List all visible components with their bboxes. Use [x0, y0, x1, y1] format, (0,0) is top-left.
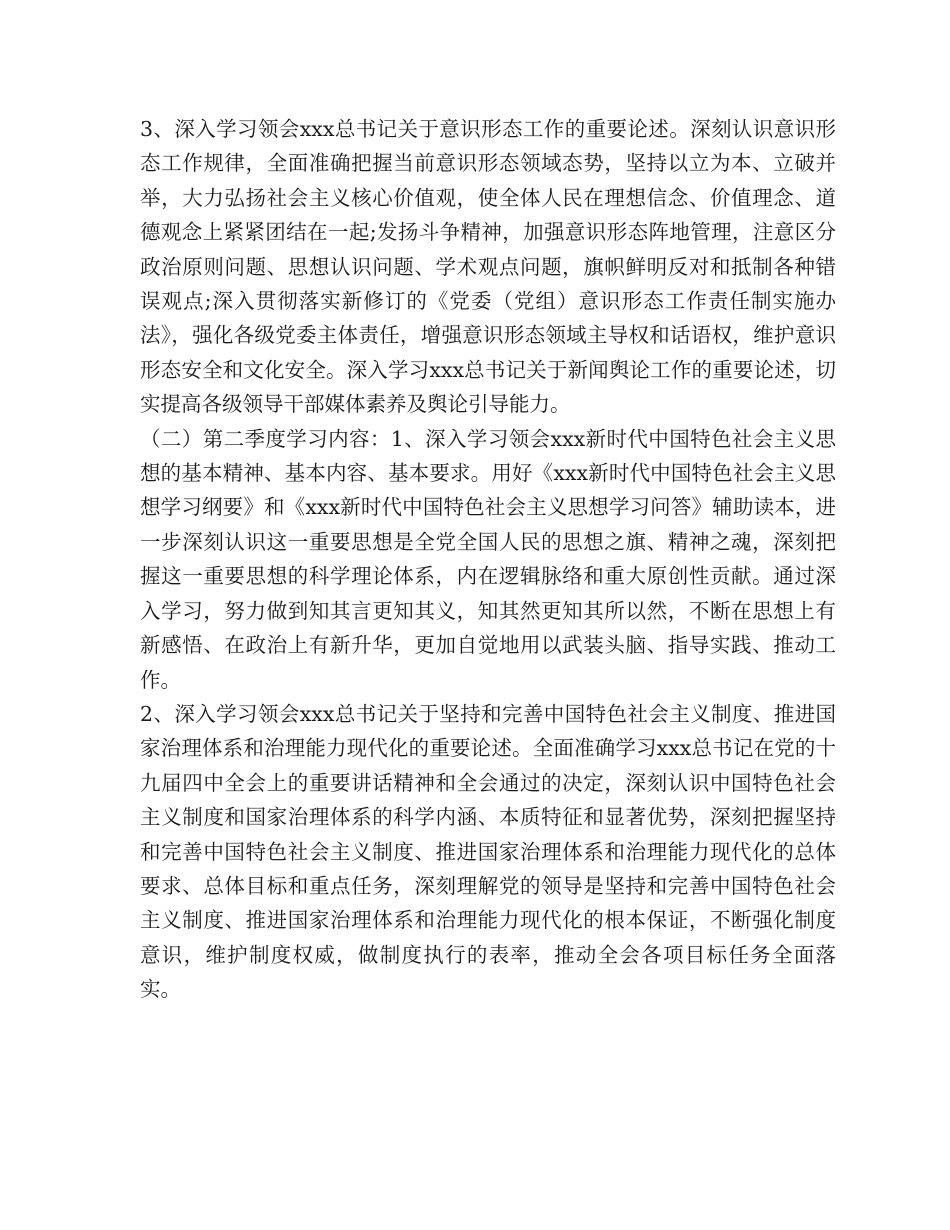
paragraph-ideology: 3、深入学习领会xxx总书记关于意识形态工作的重要论述。深刻认识意识形态工作规律，全面准确把握当前意识形态领域态势，坚持以立为本、立破并举，大力弘扬社会主义核心价值观，使全体人民在理想信念、价值理念、道德观念上紧紧团结在一起;发扬斗争精神，加强意识形态阵地管理，注意区分政治原则问题、思想认识问题、学术观点问题，旗帜鲜明反对和抵制各种错误观点;深入贯彻落实新修订的《党委（党组）意识形态工作责任制实施办法》，强化各级党委主体责任，增强意识形态领域主导权和话语权，维护意识形态安全和文化安全。深入学习xxx总书记关于新闻舆论工作的重要论述，切实提高各级领导干部媒体素养及舆论引导能力。 — [140, 117, 836, 417]
paragraph-second-quarter: （二）第二季度学习内容：1、深入学习领会xxx新时代中国特色社会主义思想的基本精神、基本内容、基本要求。用好《xxx新时代中国特色社会主义思想学习纲要》和《xxx新时代中国特色社会主义思想学习问答》辅助读本，进一步深刻认识这一重要思想是全党全国人民的思想之旗、精神之魂，深刻把握这一重要思想的科学理论体系，内在逻辑脉络和重大原创性贡献。通过深入学习，努力做到知其言更知其义，知其然更知其所以然，不断在思想上有新感悟、在政治上有新升华，更加自觉地用以武装头脑、指导实践、推动工作。 — [140, 426, 836, 692]
paragraph-governance: 2、深入学习领会xxx总书记关于坚持和完善中国特色社会主义制度、推进国家治理体系和治理能力现代化的重要论述。全面准确学习xxx总书记在党的十九届四中全会上的重要讲话精神和全会通过的决定，深刻认识中国特色社会主义制度和国家治理体系的科学内涵、本质特征和显著优势，深刻把握坚持和完善中国特色社会主义制度、推进国家治理体系和治理能力现代化的总体要求、总体目标和重点任务，深刻理解党的领导是坚持和完善中国特色社会主义制度、推进国家治理体系和治理能力现代化的根本保证，不断强化制度意识，维护制度权威，做制度执行的表率，推动全会各项目标任务全面落实。 — [140, 701, 836, 1002]
document-body — [140, 112, 836, 1007]
